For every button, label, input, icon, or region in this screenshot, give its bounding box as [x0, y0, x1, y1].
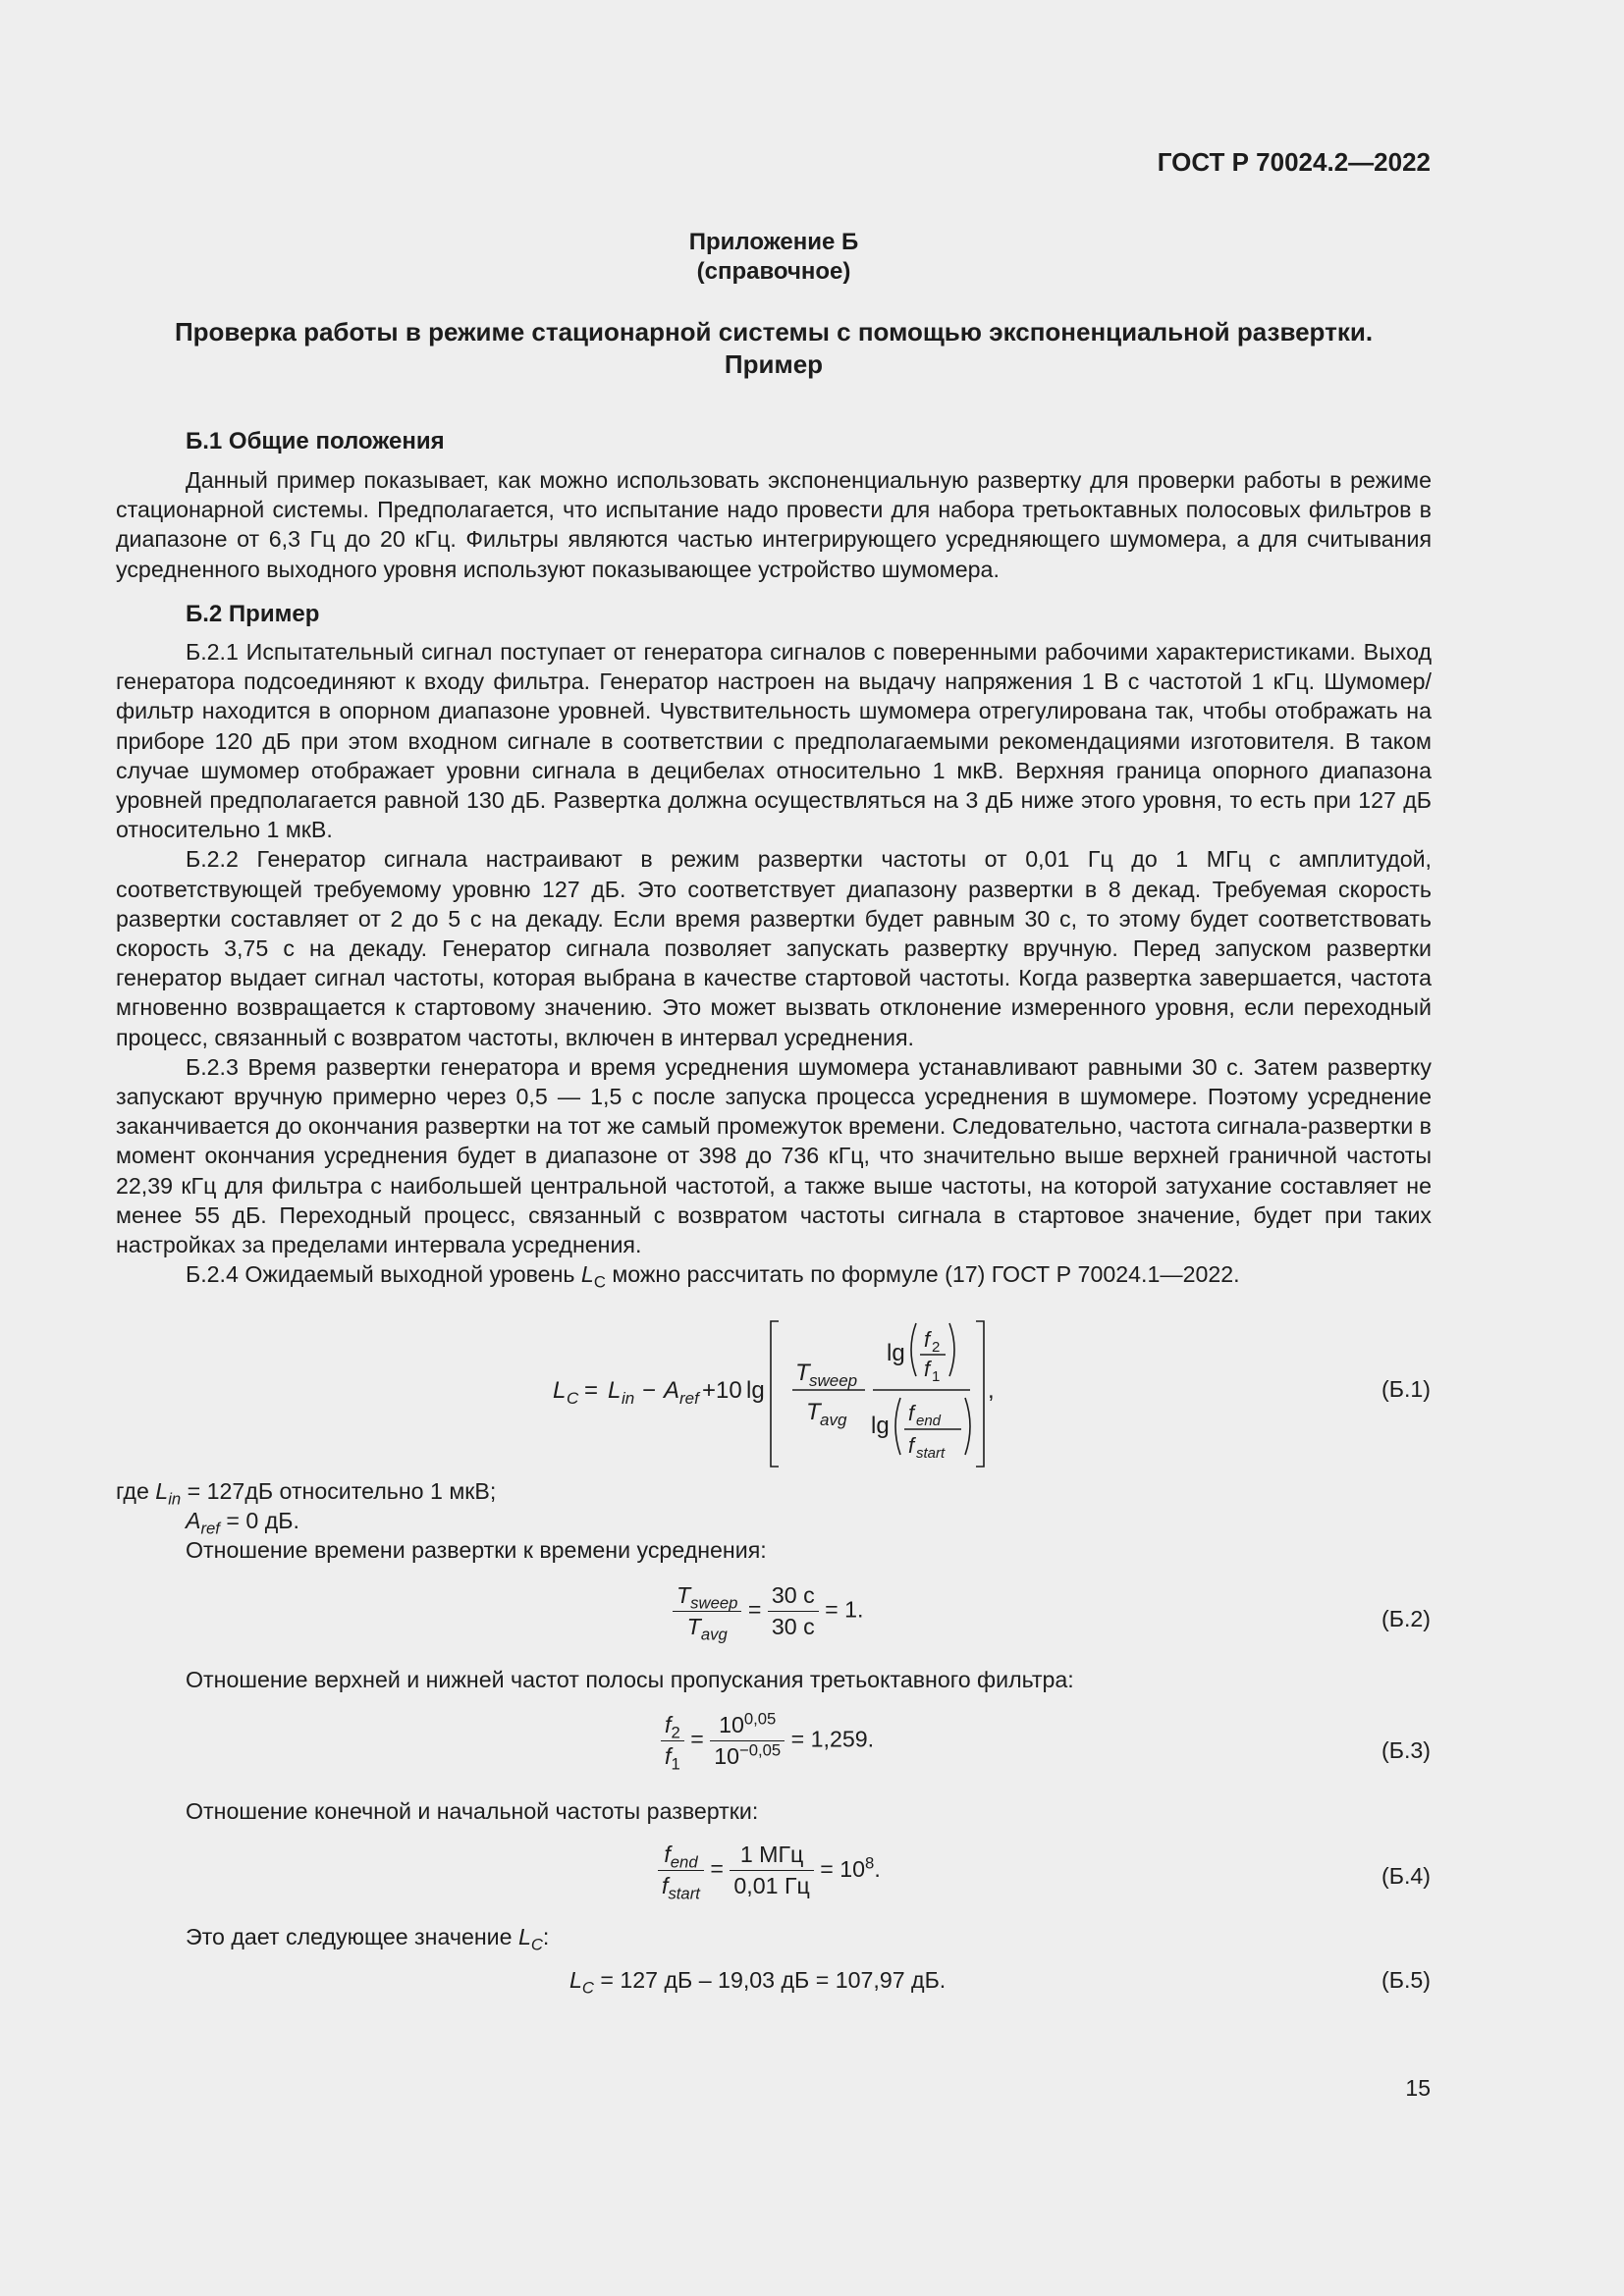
- page-number: 15: [1405, 2075, 1431, 2101]
- equation-b5-label: (Б.5): [1381, 1967, 1431, 1993]
- svg-text:A: A: [664, 1377, 680, 1404]
- svg-text:T: T: [795, 1360, 810, 1386]
- formula-b1: [553, 1315, 1004, 1478]
- result-text: Это дает следующее значение $L_C$:: [186, 1924, 550, 1954]
- formula-b3-fraction-1: $\frac{f_2}{f_1}$: [661, 1712, 684, 1770]
- where-lin: где $L_{in} = 127дБ$ относительно 1 мкВ;: [116, 1478, 497, 1509]
- svg-text:lg: lg: [746, 1377, 765, 1404]
- svg-text:L: L: [553, 1377, 567, 1404]
- svg-text:lg: lg: [887, 1340, 905, 1366]
- equation-b4-label: (Б.4): [1381, 1863, 1431, 1889]
- svg-text:,: ,: [988, 1377, 995, 1404]
- svg-text:1: 1: [932, 1368, 941, 1385]
- svg-text:ref: ref: [679, 1389, 699, 1408]
- svg-text:in: in: [622, 1389, 635, 1408]
- svg-text:−: −: [642, 1377, 657, 1404]
- section-2-body: [116, 637, 1432, 1292]
- appendix-title: [116, 316, 1432, 381]
- svg-text:avg: avg: [820, 1411, 847, 1429]
- ratio-sweep-text: Отношение конечной и начальной частоты развертки:: [186, 1798, 759, 1824]
- formula-b1-graphic: [553, 1315, 1004, 1472]
- ratio-time-text: Отношение времени развертки к времени усреднения:: [186, 1537, 767, 1563]
- section-2-heading: Б.2 Пример: [186, 601, 320, 627]
- paragraph-b23: Б.2.3 Время развертки генератора и время усреднения шумомера устанавливают равными 30 с. Затем развертку запускают вручную примерно через 0,5 — 1,5 с после запуска процесса усреднения в шумомере. Поэтому усреднение заканчивается до окончания развертки на тот же самый промежуток времени. Следовательно, частота сигнала-развертки в момент окончания усреднения будет в диапазоне от 398 до 736 кГц, что значительно выше верхней граничной частоты 22,39 кГц для фильтра с наибольшей центральной частотой, а также выше частоты, на которой затухание составляет не менее 55 дБ. Переходный процесс, связанный с возвратом частоты сигнала в стартовое значение, будет при таких настройках за пределами интервала усреднения.: [116, 1053, 1432, 1258]
- svg-text:end: end: [916, 1413, 942, 1429]
- title-line-2: Пример: [724, 349, 824, 379]
- appendix-type: (справочное): [696, 258, 851, 285]
- paragraph-b24: Б.2.4 Ожидаемый выходной уровень $L_C$ можно рассчитать по формуле (17) ГОСТ Р 70024.1—2022.: [186, 1261, 1240, 1292]
- svg-text:f: f: [908, 1433, 915, 1458]
- section-1-paragraph: Данный пример показывает, как можно использовать экспоненциальную развертку для проверки работы в режиме стационарной системы. Предполагается, что испытание надо провести для набора третьоктавных полосовых фильтров в диапазоне от 6,3 Гц до 20 кГц. Фильтры являются частью интегрирующего усредняющего шумомера, а для считывания усредненного выходного уровня используют показывающее устройство шумомера.: [116, 467, 1432, 582]
- ratio-freq-text: Отношение верхней и нижней частот полосы пропускания третьоктавного фильтра:: [186, 1667, 1074, 1692]
- equation-b1-label: (Б.1): [1381, 1376, 1431, 1402]
- where-aref: $A_{ref} = 0$ дБ.: [186, 1508, 299, 1538]
- equation-b3-label: (Б.3): [1381, 1737, 1431, 1763]
- formula-b4-fraction-1: $\frac{f_{end}}{f_{start}}$: [658, 1842, 704, 1899]
- section-1-body: [116, 465, 1432, 584]
- section-1-heading: Б.1 Общие положения: [186, 428, 445, 454]
- svg-text:2: 2: [932, 1339, 941, 1356]
- svg-text:L: L: [608, 1377, 622, 1404]
- appendix-label: Приложение Б: [688, 229, 859, 255]
- svg-text:start: start: [916, 1445, 946, 1462]
- svg-text:f: f: [908, 1401, 915, 1425]
- formula-b5: $L_C = 127$ дБ – 19,03 дБ = 107,97 дБ.: [569, 1967, 947, 1998]
- svg-text:lg: lg: [871, 1413, 890, 1439]
- formula-b2-fraction-1: $\frac{T_{sweep}}{T_{avg}}$: [673, 1582, 741, 1640]
- formula-b3: $\frac{f_2}{f_1}$ = $\frac{10^{0,05}}{10^{-0,05}}$ = 1,259.: [661, 1712, 874, 1770]
- svg-text:+10: +10: [702, 1377, 742, 1404]
- formula-b2: $\frac{T_{sweep}}{T_{avg}}$ = $\frac{30 с}{30 с}$ = 1.: [673, 1582, 863, 1640]
- equation-b2-label: (Б.2): [1381, 1606, 1431, 1631]
- paragraph-b21: Б.2.1 Испытательный сигнал поступает от генератора сигналов с поверенными рабочими характеристиками. Выход генератора подсоединяют к входу фильтра. Генератор настроен на выдачу напряжения 1 В с частотой 1 кГц. Шумомер/фильтр находится в опорном диапазоне уровней. Чувствительность шумомера отрегулирована так, чтобы отображать на приборе 120 дБ при этом входном сигнале в соответствии с предполагаемыми рекомендациями изготовителя. В таком случае шумомер отображает уровни сигнала в децибелах относительно 1 мкВ. Верхняя граница опорного диапазона уровней предполагается равной 130 дБ. Развертка должна осуществляться на 3 дБ ниже этого уровня, то есть при 127 дБ относительно 1 мкВ.: [116, 639, 1432, 843]
- svg-text:f: f: [924, 1327, 931, 1352]
- formula-b2-fraction-2: $\frac{30 с}{30 с}$: [768, 1582, 819, 1640]
- svg-text:T: T: [806, 1399, 821, 1425]
- formula-b3-fraction-2: $\frac{10^{0,05}}{10^{-0,05}}$: [710, 1712, 785, 1770]
- formula-b4-fraction-2: $\frac{\text{1 МГц}}{0,01 Гц}$: [730, 1842, 813, 1899]
- svg-text:sweep: sweep: [809, 1371, 858, 1390]
- paragraph-b22: Б.2.2 Генератор сигнала настраивают в режим развертки частоты от 0,01 Гц до 1 МГц с амплитудой, соответствующей требуемому уровню 127 дБ. Это соответствует диапазону развертки в 8 декад. Требуемая скорость развертки составляет от 2 до 5 с на декаду. Если время развертки будет равным 30 с, то этому будет соответствовать скорость 3,75 с на декаду. Генератор сигнала позволяет запускать развертку вручную. Перед запуском развертки генератор выдает сигнал частоты, которая выбрана в качестве стартовой частоты. Когда развертка завершается, частота мгновенно возвращается к стартовому значению. Это может вызвать отклонение измеренного уровня, если переходный процесс, связанный с возвратом частоты, включен в интервал усреднения.: [116, 846, 1432, 1050]
- formula-b4: $\frac{f_{end}}{f_{start}}$ = $\frac{\text{1 МГц}}{0,01 Гц}$ = $10^8$.: [658, 1842, 881, 1899]
- svg-text:C: C: [567, 1389, 579, 1408]
- svg-text:=: =: [584, 1377, 599, 1404]
- standard-header: ГОСТ Р 70024.2—2022: [1157, 147, 1431, 177]
- svg-text:f: f: [924, 1357, 931, 1381]
- appendix-heading: [116, 228, 1432, 287]
- title-line-1: Проверка работы в режиме стационарной системы с помощью экспоненциальной развертки.: [174, 317, 1374, 347]
